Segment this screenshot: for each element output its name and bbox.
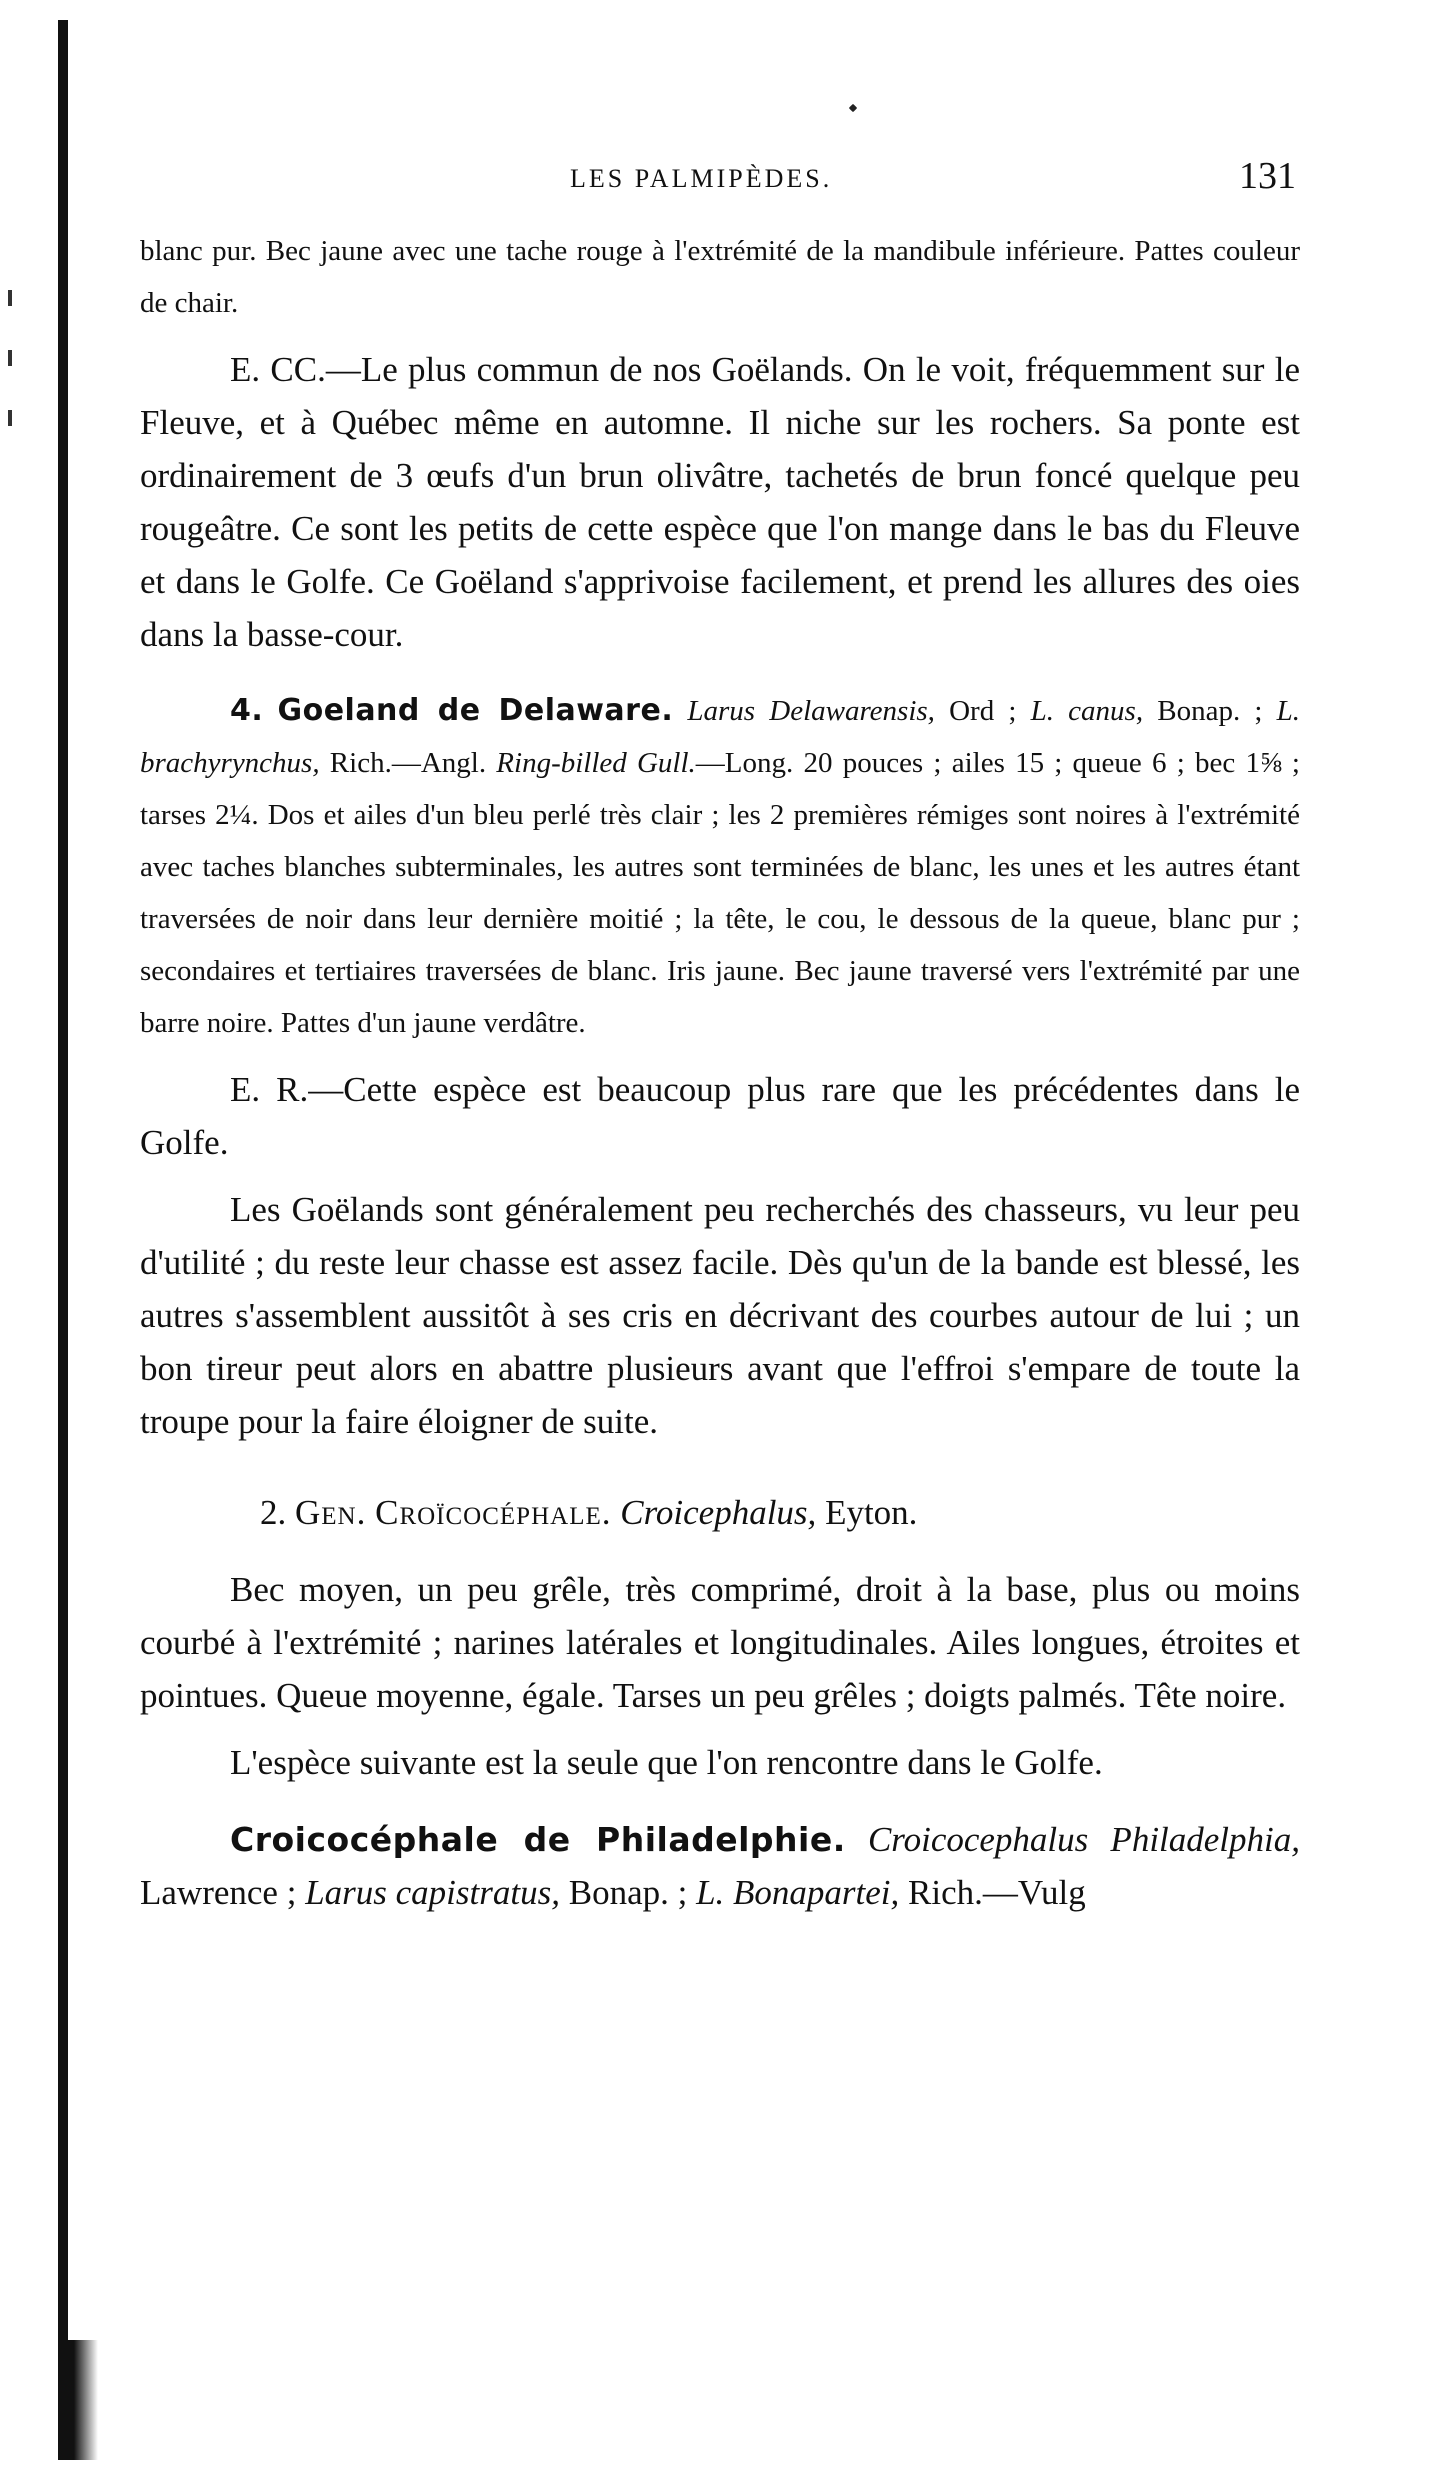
page-header (140, 150, 1300, 210)
binding-edge (58, 20, 68, 2460)
paragraph-abundance-note: E. CC.—Le plus commun de nos Goëlands. On le voit, fréquemment sur le Fleuve, et à Québec même en automne. Il niche sur les rochers. Sa ponte est ordinairement de 3 œufs d'un brun olivâtre, tachetés de brun foncé quelque peu rougeâtre. Ce sont les petits de cette espèce que l'on mange dans le bas du Fleuve et dans le Golfe. Ce Goëland s'apprivoise facilement, et prend les allures des oies dans la basse-cour. (140, 350, 1300, 654)
binding-shadow (58, 2340, 98, 2460)
authority-text: Bonap. ; (1143, 695, 1277, 727)
genus-latin: Croicephalus, (620, 1493, 817, 1532)
paragraph-hunting-note: Les Goëlands sont généralement peu recherchés des chasseurs, vu leur peu d'utilité ; du reste leur chasse est assez facile. Dès qu'un de la bande est blessé, les autres s'assemblent aussitôt à ses cris en décrivant des courbes autour de lui ; un bon tireur peut alors en abattre plusieurs avant que l'effroi s'empare de toute la troupe pour la faire éloigner de suite. (140, 1190, 1300, 1441)
paragraph-rarity-note: E. R.—Cette espèce est beaucoup plus rare que les précédentes dans le Golfe. (140, 1070, 1300, 1162)
paragraph-gulf-note: L'espèce suivante est la seule que l'on rencontre dans le Golfe. (230, 1743, 1103, 1782)
authority-text: Rich.—Angl. (319, 747, 497, 779)
genus-number: 2. (260, 1493, 287, 1532)
species-name: Goeland de Delaware. (277, 693, 674, 728)
authority-text: Rich.—Vulg (899, 1873, 1086, 1912)
latin-name: Larus Delawarensis, (687, 695, 935, 727)
genus-author: Eyton. (825, 1493, 918, 1532)
gutter-mark (8, 350, 12, 366)
authority-text: Ord ; (934, 695, 1031, 727)
gutter-mark (8, 410, 12, 426)
species-name: Croicocéphale de Philadelphie. (230, 1820, 846, 1859)
authority-text: Bonap. ; (559, 1873, 697, 1912)
english-name: Ring-billed Gull. (496, 747, 696, 779)
ink-mark (849, 104, 857, 112)
latin-synonym: L. canus, (1030, 695, 1144, 727)
paragraph-bill-description: blanc pur. Bec jaune avec une tache rouge à l'extrémité de la mandibule inférieure. Pattes couleur de chair. (140, 235, 1300, 319)
latin-synonym: Larus capistratus, (305, 1873, 560, 1912)
authority-text: Lawrence ; (140, 1873, 306, 1912)
page-body (140, 225, 1300, 1919)
species-number: 4. (230, 693, 264, 728)
running-title: LES PALMIPÈDES. (570, 164, 833, 193)
species-entry-delaware (140, 685, 1300, 1049)
genus-heading (140, 1486, 1300, 1539)
genus-name: Croïcocéphale. (375, 1493, 612, 1532)
species-description: —Long. 20 pouces ; ailes 15 ; queue 6 ; bec 1⅝ ; tarses 2¼. Dos et ailes d'un bleu perlé très clair ; les 2 premières rémiges sont noires à l'extrémité avec taches blanches subterminales, les autres sont terminées de blanc, les unes et les autres étant traversées de noir dans leur dernière moitié ; la tête, le cou, le dessous de la queue, blanc pur ; secondaires et tertiaires traversées de blanc. Iris jaune. Bec jaune traversé vers l'extrémité par une barre noire. Pattes d'un jaune verdâtre. (140, 747, 1300, 1039)
paragraph-genus-description: Bec moyen, un peu grêle, très comprimé, droit à la base, plus ou moins courbé à l'extrémité ; narines latérales et longitudinales. Ailes longues, étroites et pointues. Queue moyenne, égale. Tarses un peu grêles ; doigts palmés. Tête noire. (140, 1570, 1300, 1715)
gutter-mark (8, 290, 12, 306)
page-number: 131 (1239, 155, 1296, 197)
species-entry-philadelphia (140, 1813, 1300, 1919)
latin-synonym: L. Bonapartei, (696, 1873, 900, 1912)
genus-label: Gen. (295, 1493, 367, 1532)
latin-name: Croicocephalus Philadelphia, (867, 1820, 1300, 1859)
latin-synonym: L. brachyrynchus, (140, 695, 1300, 779)
